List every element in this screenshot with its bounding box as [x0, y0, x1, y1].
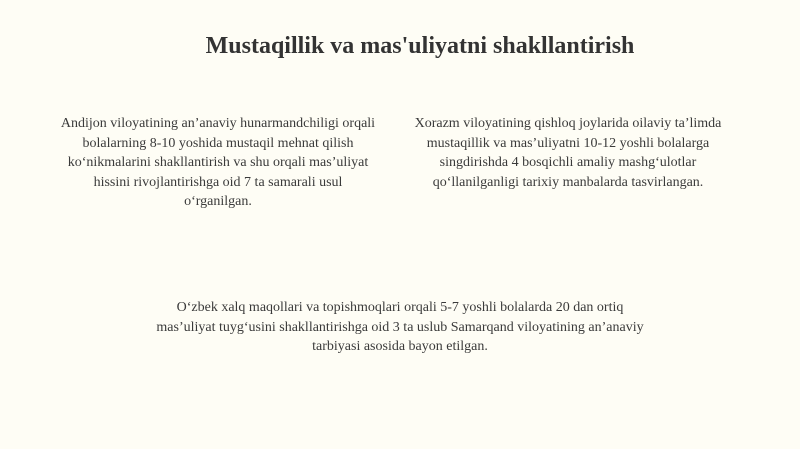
- text-block-xorazm: Xorazm viloyatining qishloq joylarida oilaviy ta’limda mustaqillik va mas’uliyatni 10-12 yoshli bolalarga singdirishda 4 bosqichli amaliy mashg‘ulotlar qo‘llanilganligi tarixiy manbalarda tasvirlangan.: [414, 116, 722, 190]
- slide-title: Mustaqillik va mas'uliyatni shakllantirish: [205, 33, 635, 59]
- text-block-samarqand: O‘zbek xalq maqollari va topishmoqlari orqali 5-7 yoshli bolalarda 20 dan ortiq mas’uliyat tuyg‘usini shakllantirishga oid 3 ta uslub Samarqand viloyatining an’anaviy tarbiyasi asosida bayon etilgan.: [156, 300, 644, 354]
- text-block-andijon: Andijon viloyatining an’anaviy hunarmandchiligi orqali bolalarning 8-10 yoshida mustaqil mehnat qilish ko‘nikmalarini shakllantirish va shu orqali mas’uliyat hissini rivojlantirishga oid 7 ta samarali usul o‘rganilgan.: [60, 116, 376, 209]
